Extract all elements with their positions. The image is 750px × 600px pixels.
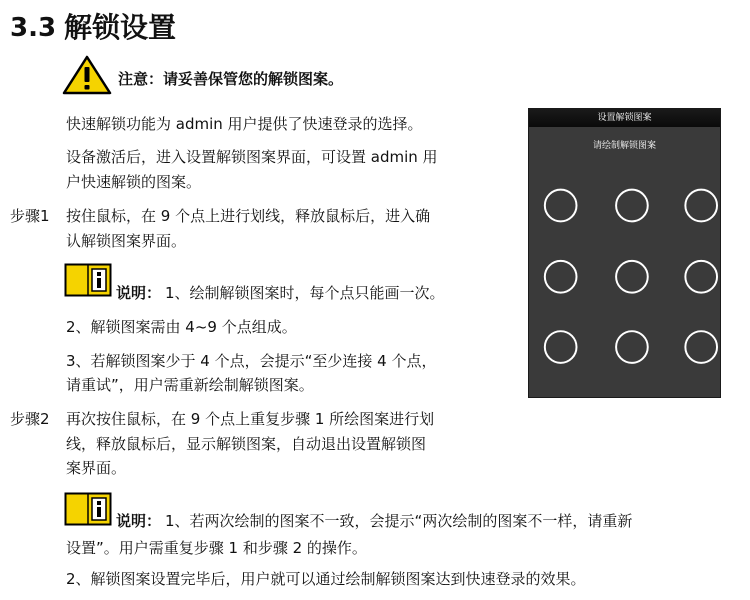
note1-item2: 2、解锁图案需由 4~9 个点组成。 [66, 318, 297, 336]
note2-label: 说明： [116, 512, 162, 530]
note2-item1-line1: 1、若两次绘制的图案不一致，会提示“两次绘制的图案不一样，请重新 [165, 512, 633, 530]
section-number: 3.3 [10, 13, 57, 43]
note1-item1: 1、绘制解锁图案时，每个点只能画一次。 [165, 284, 445, 302]
pattern-dot-1[interactable] [545, 190, 577, 222]
pattern-grid [529, 109, 720, 397]
step2-line3: 案界面。 [66, 459, 127, 477]
step2-line1: 再次按住鼠标，在 9 个点上重复步骤 1 所绘图案进行划 [66, 410, 435, 428]
warning-icon [62, 55, 112, 95]
note1-item3-line2: 请重试”，用户需重新绘制解锁图案。 [66, 376, 314, 394]
paragraph-activation-line1: 设备激活后，进入设置解锁图案界面，可设置 admin 用 [66, 148, 438, 166]
paragraph-activation-line2: 户快速解锁的图案。 [66, 173, 202, 191]
step2-line2: 线，释放鼠标后，显示解锁图案，自动退出设置解锁图 [66, 435, 427, 453]
note-icon [64, 492, 112, 526]
note-icon [64, 263, 112, 297]
warning-text: 注意：请妥善保管您的解锁图案。 [118, 70, 344, 88]
note2-item1-line2: 设置”。用户需重复步骤 1 和步骤 2 的操作。 [66, 539, 367, 557]
pattern-dot-8[interactable] [616, 331, 648, 363]
section-title: 解锁设置 [64, 11, 177, 44]
note2-item2: 2、解锁图案设置完毕后，用户就可以通过绘制解锁图案达到快速登录的效果。 [66, 570, 586, 588]
note1-item3-line1: 3、若解锁图案少于 4 个点，会提示“至少连接 4 个点， [66, 352, 437, 370]
pattern-dot-2[interactable] [616, 190, 648, 222]
step2-label: 步骤2 [10, 410, 50, 428]
pattern-dot-6[interactable] [685, 261, 717, 293]
screen-title: 设置解锁图案 [529, 109, 720, 127]
pattern-dot-7[interactable] [545, 331, 577, 363]
pattern-dot-9[interactable] [685, 331, 717, 363]
note1-label: 说明： [116, 284, 162, 302]
step1-line2: 认解锁图案界面。 [66, 232, 187, 250]
unlock-pattern-screen [528, 108, 721, 398]
step1-line1: 按住鼠标，在 9 个点上进行划线，释放鼠标后，进入确 [66, 207, 431, 225]
paragraph-intro: 快速解锁功能为 admin 用户提供了快速登录的选择。 [66, 115, 423, 133]
screen-prompt: 请绘制解锁图案 [592, 141, 656, 151]
step1-label: 步骤1 [10, 207, 50, 225]
pattern-dot-3[interactable] [685, 190, 717, 222]
pattern-dot-5[interactable] [616, 261, 648, 293]
pattern-dot-4[interactable] [545, 261, 577, 293]
